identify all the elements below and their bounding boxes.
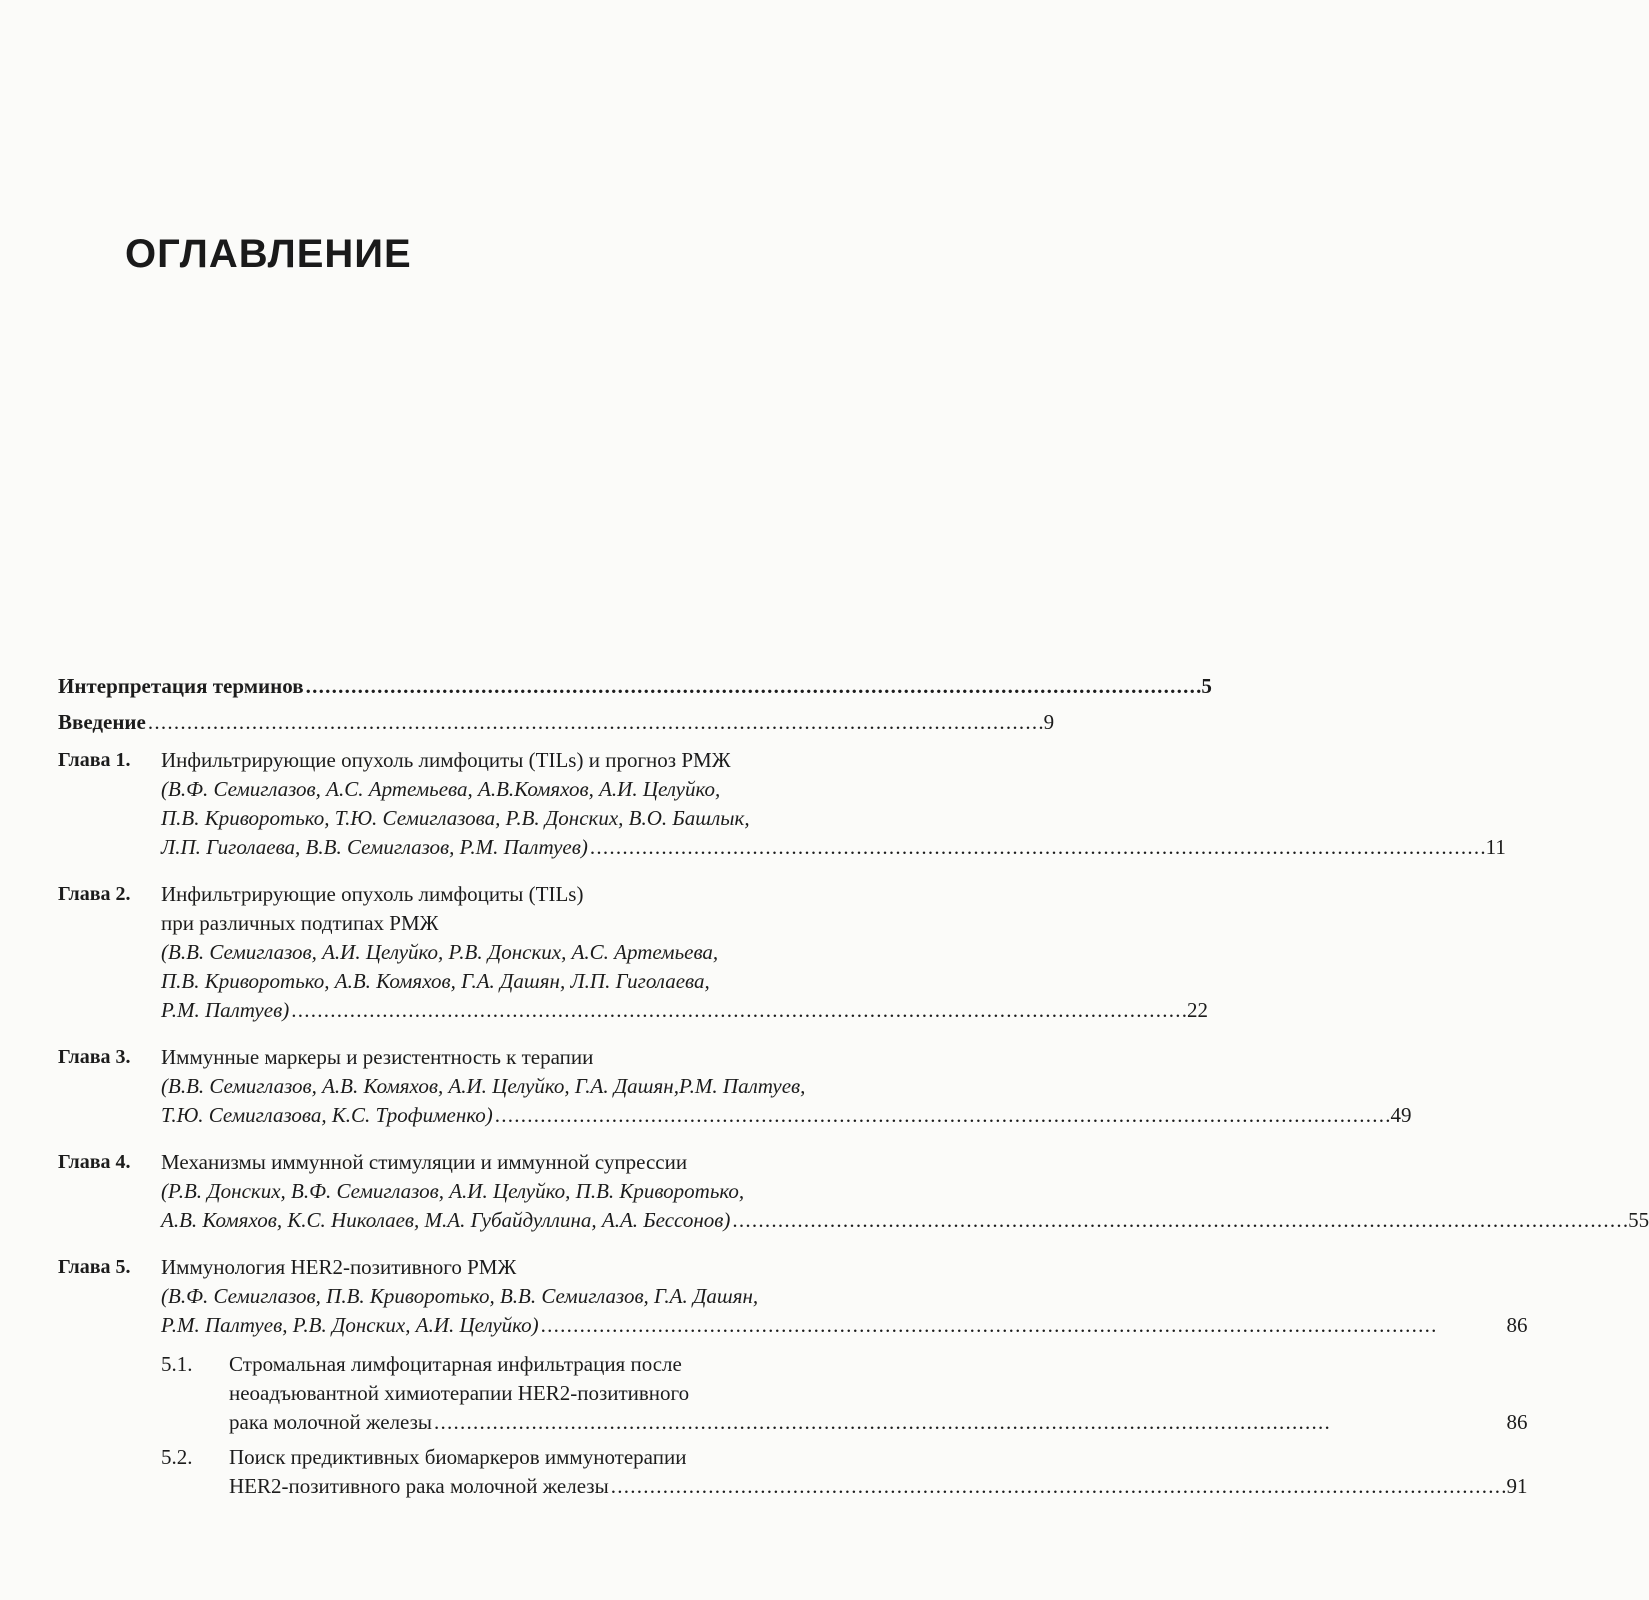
toc-entry-title: Интерпретация терминов	[58, 674, 304, 698]
chapter-label: Глава 2.	[58, 883, 131, 905]
toc-chapter-5[interactable]	[58, 1253, 1528, 1501]
toc-entry-title: Введение	[58, 710, 146, 734]
page-number: 9	[1043, 710, 1055, 734]
chapter-authors: (В.Ф. Семиглазов, П.В. Криворотько, В.В. Семиглазов, Г.А. Дашян,	[161, 1284, 759, 1308]
chapter-authors: А.В. Комяхов, К.С. Николаев, М.А. Губайдуллина, А.А. Бессонов)	[161, 1208, 731, 1232]
chapter-authors: (В.В. Семиглазов, А.В. Комяхов, А.И. Целуйко, Г.А. Дашян,Р.М. Палтуев,	[161, 1074, 806, 1098]
chapter-authors: П.В. Криворотько, А.В. Комяхов, Г.А. Дашян, Л.П. Гиголаева,	[161, 969, 710, 993]
toc-chapter-4[interactable]	[58, 1148, 1649, 1235]
leader-dots	[611, 1472, 1505, 1501]
leader-dots	[590, 833, 1484, 862]
subsection-title: рака молочной железы	[229, 1410, 433, 1434]
chapter-label: Глава 1.	[58, 749, 131, 771]
toc-subsection-5-1[interactable]	[161, 1350, 1527, 1437]
leader-dots	[434, 1408, 1504, 1437]
leader-dots	[732, 1206, 1626, 1235]
subsection-title: неоадъювантной химиотерапии HER2-позитивного	[229, 1381, 690, 1405]
subsection-title: HER2-позитивного рака молочной железы	[229, 1474, 609, 1498]
leader-dots	[291, 996, 1185, 1025]
toc-entry-introduction[interactable]	[58, 708, 1055, 737]
subsection-number: 5.1.	[161, 1352, 193, 1376]
chapter-title: Иммунные маркеры и резистентность к терапии	[161, 1045, 594, 1069]
table-of-contents	[58, 672, 1649, 1501]
chapter-title: Инфильтрирующие опухоль лимфоциты (TILs) и прогноз РМЖ	[161, 748, 731, 772]
chapter-title: при различных подтипах РМЖ	[161, 911, 439, 935]
chapter-title: Инфильтрирующие опухоль лимфоциты (TILs)	[161, 882, 584, 906]
subsection-title: Поиск предиктивных биомаркеров иммунотерапии	[229, 1445, 687, 1469]
page-number: 86	[1506, 1313, 1528, 1337]
chapter-authors: Р.М. Палтуев)	[161, 998, 290, 1022]
page-number: 5	[1201, 674, 1212, 698]
chapter-authors: Л.П. Гиголаева, В.В. Семиглазов, Р.М. Палтуев)	[161, 835, 588, 859]
chapter-authors: (Р.В. Донских, В.Ф. Семиглазов, А.И. Целуйко, П.В. Криворотько,	[161, 1179, 745, 1203]
chapter-authors: Т.Ю. Семиглазова, К.С. Трофименко)	[161, 1103, 493, 1127]
chapter-label: Глава 3.	[58, 1046, 131, 1068]
leader-dots	[495, 1101, 1389, 1130]
page-number: 91	[1506, 1474, 1528, 1498]
page-number: 55	[1628, 1208, 1649, 1232]
toc-subsection-5-2[interactable]	[161, 1443, 1527, 1501]
chapter-title: Механизмы иммунной стимуляции и иммунной супрессии	[161, 1150, 688, 1174]
toc-entry-terms[interactable]	[58, 672, 1212, 701]
toc-chapter-1[interactable]	[58, 746, 1506, 862]
page-number: 86	[1506, 1410, 1528, 1434]
leader-dots	[148, 708, 1042, 737]
chapter-label: Глава 5.	[58, 1256, 131, 1278]
toc-chapter-3[interactable]	[58, 1043, 1412, 1130]
chapter-authors: (В.Ф. Семиглазов, А.С. Артемьева, А.В.Комяхов, А.И. Целуйко,	[161, 777, 721, 801]
subsection-number: 5.2.	[161, 1445, 193, 1469]
page-number: 49	[1390, 1103, 1412, 1127]
page-title: ОГЛАВЛЕНИЕ	[125, 232, 412, 276]
chapter-title: Иммунология HER2-позитивного РМЖ	[161, 1255, 517, 1279]
chapter-authors: П.В. Криворотько, Т.Ю. Семиглазова, Р.В. Донских, В.О. Башлык,	[161, 806, 750, 830]
leader-dots	[541, 1311, 1505, 1340]
chapter-authors: (В.В. Семиглазов, А.И. Целуйко, Р.В. Донских, А.С. Артемьева,	[161, 940, 719, 964]
subsection-title: Стромальная лимфоцитарная инфильтрация после	[229, 1352, 682, 1376]
toc-chapter-2[interactable]	[58, 880, 1208, 1025]
chapter-label: Глава 4.	[58, 1151, 131, 1173]
page-number: 11	[1485, 835, 1506, 859]
page-number: 22	[1186, 998, 1208, 1022]
chapter-authors: Р.М. Палтуев, Р.В. Донских, А.И. Целуйко)	[161, 1313, 539, 1337]
leader-dots	[306, 672, 1200, 701]
